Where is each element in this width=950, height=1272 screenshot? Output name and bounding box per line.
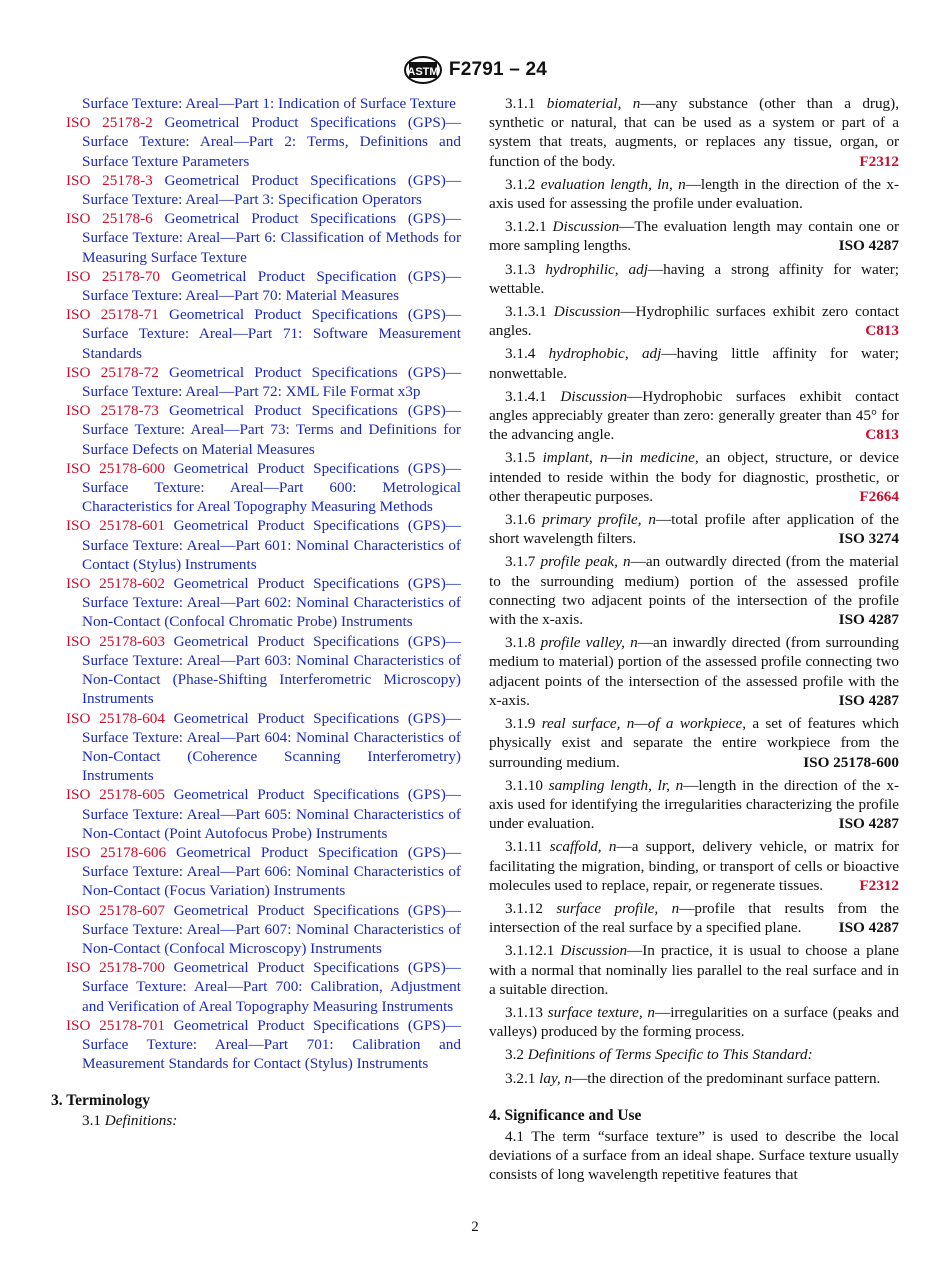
reference-title[interactable]: Geometrical Product Specifications (GPS)—Surface Texture: Areal—Part 601: Nominal Characteristics of Contact (Stylus) Instruments <box>82 517 461 573</box>
reference-item <box>66 363 461 401</box>
definition-text: —The evaluation length may contain one or more sampling lengths. <box>489 218 899 255</box>
definition-source: ISO 4287 <box>838 815 899 833</box>
reference-title[interactable]: Geometrical Product Specifications (GPS)—Surface Texture: Areal—Part 72: XML File Format x3p <box>82 363 462 401</box>
definition-item <box>489 552 899 629</box>
definition-text: —length in the direction of the x-axis used for identifying the irregularities characterizing the profile under evaluation. <box>489 776 899 833</box>
definition-number: 3.1.3.1 <box>505 303 547 321</box>
reference-list <box>66 94 461 1073</box>
astm-logo-icon <box>403 55 443 85</box>
definition-source[interactable]: C813 <box>865 426 899 444</box>
definitions-list <box>489 94 899 1088</box>
reference-title[interactable]: Geometrical Product Specifications (GPS)—Surface Texture: Areal—Part 700: Calibration, Adjustment and Verification of Areal Topography Measuring Instruments <box>82 959 461 1015</box>
reference-code[interactable]: ISO 25178-603 <box>66 632 165 650</box>
significance-paragraph: 4.1 The term “surface texture” is used to describe the local deviations of a surface from an ideal shape. Surface texture usually consists of long wavelength repetitive features that <box>489 1127 899 1184</box>
definition-term: profile peak, n <box>540 553 631 571</box>
definition-number: 3.1.2.1 <box>505 218 547 236</box>
definition-term: scaffold, n <box>549 838 617 856</box>
reference-item <box>66 958 461 1016</box>
definition-number: 3.1.4.1 <box>505 387 547 405</box>
definition-text: —an outwardly directed (from the material to the surrounding medium) portion of the assessed profile connecting two adjacent points of the intersection of the profile with the x-axis. <box>489 553 900 629</box>
definition-item <box>489 94 899 171</box>
definition-source[interactable]: F2312 <box>859 152 899 170</box>
definition-term: profile valley, n <box>540 634 638 652</box>
definition-number: 3.1.5 <box>505 449 536 467</box>
definition-source[interactable]: F2664 <box>859 487 899 505</box>
left-column <box>51 94 462 1130</box>
reference-code[interactable]: ISO 25178-604 <box>66 709 165 727</box>
definition-item <box>489 776 899 834</box>
reference-code[interactable]: ISO 25178-6 <box>66 210 153 228</box>
reference-title[interactable]: Geometrical Product Specifications (GPS)—Surface Texture: Areal—Part 3: Specification Operators <box>82 171 462 209</box>
reference-item <box>66 516 461 574</box>
definition-number: 3.1.1 <box>505 95 536 112</box>
definition-text: —total profile after application of the short wavelength filters. <box>489 511 899 548</box>
definition-term: sampling length, lr, n <box>548 776 684 794</box>
definition-text: , an object, structure, or device intended to reside within the body for diagnostic, prosthetic, or other therapeutic purposes. <box>489 449 900 505</box>
definition-text: —Hydrophobic surfaces exhibit contact angles appreciably greater than zero: generally greater than 45° for the advancing angle. <box>489 387 899 444</box>
reference-code[interactable]: ISO 25178-701 <box>66 1016 165 1034</box>
definition-term: surface profile, n <box>556 899 680 917</box>
reference-title[interactable]: Geometrical Product Specifications (GPS)—Surface Texture: Areal—Part 605: Nominal Characteristics of Non-Contact (Point Autofocus Probe) Instruments <box>82 786 461 842</box>
definition-item <box>489 387 899 445</box>
definition-number: 3.1.8 <box>505 634 536 652</box>
definition-text: —length in the direction of the x-axis used for assessing the profile under evaluation. <box>489 175 899 213</box>
definition-source: ISO 4287 <box>838 611 899 629</box>
definition-item <box>489 448 899 506</box>
definition-item <box>489 302 899 340</box>
definition-number: 3.1.12.1 <box>505 942 555 960</box>
reference-code[interactable]: ISO 25178-73 <box>66 402 159 420</box>
definitions-subheading-number: 3.1 <box>82 1111 101 1129</box>
definition-source: ISO 4287 <box>838 691 899 709</box>
reference-item <box>66 171 461 209</box>
definition-text: , a set of features which physically exist and separate the entire workpiece from the surrounding medium. <box>489 715 899 771</box>
definitions-subheading-title: Definitions: <box>104 1111 178 1129</box>
definitions-subheading <box>66 1111 461 1130</box>
reference-code[interactable]: ISO 25178-70 <box>66 267 161 285</box>
reference-code[interactable]: ISO 25178-607 <box>66 901 165 919</box>
definition-text: —irregularities on a surface (peaks and valleys) produced by the forming process. <box>489 1003 900 1041</box>
definition-number: 3.1.13 <box>505 1003 543 1021</box>
definition-number: 3.1.6 <box>505 511 536 529</box>
definition-term: Definitions of Terms Specific to This Standard: <box>527 1046 813 1064</box>
definition-term: hydrophilic, adj <box>545 260 648 278</box>
reference-title[interactable]: Geometrical Product Specifications (GPS)—Surface Texture: Areal—Part 603: Nominal Characteristics of Non-Contact (Phase-Shifting Interferometric Microscopy) Instruments <box>82 632 461 708</box>
definition-text: —having a strong affinity for water; wettable. <box>489 260 899 297</box>
reference-item <box>66 709 461 786</box>
reference-code[interactable]: ISO 25178-71 <box>66 306 159 324</box>
reference-title[interactable]: Geometrical Product Specifications (GPS)—Surface Texture: Areal—Part 6: Classification of Methods for Measuring Surface Texture <box>82 210 462 266</box>
reference-code[interactable]: ISO 25178-2 <box>66 114 153 132</box>
definition-item <box>489 1069 899 1088</box>
significance-heading: 4. Significance and Use <box>489 1106 642 1124</box>
reference-title[interactable]: Geometrical Product Specifications (GPS)—Surface Texture: Areal—Part 2: Terms, Definitions and Surface Texture Parameters <box>82 114 462 170</box>
reference-title[interactable]: Geometrical Product Specifications (GPS)—Surface Texture: Areal—Part 604: Nominal Characteristics of Non-Contact (Coherence Scanning Interferometry) Instruments <box>82 709 461 785</box>
reference-code[interactable]: ISO 25178-600 <box>66 459 165 477</box>
definition-number: 3.1.4 <box>505 345 536 363</box>
reference-title[interactable]: Geometrical Product Specification (GPS)—Surface Texture: Areal—Part 70: Material Measures <box>82 267 461 305</box>
definition-term: Discussion <box>552 218 620 236</box>
definition-item <box>489 175 899 213</box>
reference-code[interactable]: ISO 25178-72 <box>66 363 159 381</box>
reference-title[interactable]: Geometrical Product Specifications (GPS)—Surface Texture: Areal—Part 701: Calibration and Measurement Standards for Contact (Stylus) Instruments <box>82 1016 461 1073</box>
reference-item <box>66 459 461 517</box>
definition-item <box>489 217 899 255</box>
reference-code[interactable]: ISO 25178-601 <box>66 517 165 535</box>
definition-term: real surface, n—of a workpiece <box>541 715 743 733</box>
reference-title[interactable]: Geometrical Product Specifications (GPS)—Surface Texture: Areal—Part 607: Nominal Characteristics of Non-Contact (Confocal Microscopy) Instruments <box>82 901 461 957</box>
definition-term: Discussion <box>553 303 621 321</box>
document-id: F2791 – 24 <box>448 59 548 80</box>
definition-term: Discussion <box>560 942 628 960</box>
definition-item <box>489 837 899 895</box>
definition-term: implant, n—in medicine <box>542 449 695 467</box>
reference-code[interactable]: ISO 25178-700 <box>66 959 165 977</box>
reference-title[interactable]: Geometrical Product Specification (GPS)—Surface Texture: Areal—Part 606: Nominal Characteristics of Non-Contact (Focus Variation) Instruments <box>82 843 462 900</box>
reference-item <box>66 305 461 363</box>
definition-text: —having little affinity for water; nonwettable. <box>489 345 899 382</box>
definition-text: —a support, delivery vehicle, or matrix for facilitating the migration, binding, or transport of cells or bioactive molecules used to replace, repair, or regenerate tissues. <box>489 838 900 894</box>
definition-item <box>489 510 899 548</box>
reference-title[interactable]: Geometrical Product Specifications (GPS)—Surface Texture: Areal—Part 600: Metrological Characteristics for Areal Topography Measuring Methods <box>82 459 461 516</box>
definition-number: 3.1.12 <box>505 899 543 917</box>
definition-number: 3.1.3 <box>505 260 536 278</box>
definition-number: 3.1.11 <box>505 838 543 856</box>
definition-term: primary profile, n <box>542 511 656 529</box>
reference-item <box>66 574 461 632</box>
definition-number: 3.1.10 <box>505 776 543 794</box>
definition-source: ISO 4287 <box>838 237 899 255</box>
definition-item <box>489 344 899 382</box>
definition-source: ISO 25178-600 <box>803 753 899 771</box>
definition-text: —In practice, it is usual to choose a plane with a normal that nominally lies parallel to the real surface and in a suitable direction. <box>489 942 900 998</box>
definition-term: hydrophobic, adj <box>548 345 662 363</box>
definition-item <box>489 1003 899 1041</box>
terminology-heading: 3. Terminology <box>51 1092 151 1110</box>
reference-item <box>66 267 461 305</box>
reference-item <box>66 1016 461 1074</box>
definition-term: lay, n <box>539 1069 573 1087</box>
reference-code[interactable]: ISO 25178-605 <box>66 786 165 804</box>
reference-title[interactable]: Geometrical Product Specifications (GPS)—Surface Texture: Areal—Part 73: Terms and Definitions for Surface Defects on Material Measures <box>82 402 462 458</box>
definition-number: 3.1.2 <box>505 175 536 193</box>
definition-text: —any substance (other than a drug), synthetic or natural, that can be used as a system or part of a system that treats, augments, or replaces any tissue, organ, or function of the body. <box>489 95 900 170</box>
reference-item <box>66 785 461 843</box>
definition-term: evaluation length, ln, n <box>540 175 686 193</box>
definition-number: 3.2 <box>505 1046 524 1064</box>
reference-title[interactable]: Geometrical Product Specifications (GPS)—Surface Texture: Areal—Part 71: Software Measurement Standards <box>82 306 462 362</box>
definition-term: Discussion <box>560 387 628 405</box>
reference-code[interactable]: ISO 25178-606 <box>66 843 167 861</box>
definition-item <box>489 899 899 937</box>
definition-item <box>489 1045 899 1064</box>
definition-source: ISO 4287 <box>838 919 899 937</box>
definition-number: 3.1.7 <box>505 553 536 571</box>
reference-item <box>66 401 461 459</box>
reference-title[interactable]: Surface Texture: Areal—Part 1: Indication of Surface Texture <box>82 95 456 112</box>
definition-item <box>489 633 899 710</box>
definition-number: 3.2.1 <box>505 1069 536 1087</box>
definition-term: surface texture, n <box>547 1003 656 1021</box>
reference-item <box>66 843 461 901</box>
reference-item <box>66 209 461 267</box>
definition-item <box>489 714 899 772</box>
definition-text: —profile that results from the intersection of the real surface by a specified plane. <box>489 899 899 937</box>
reference-item <box>66 113 461 171</box>
definition-item <box>489 941 899 999</box>
page-header <box>0 56 950 84</box>
reference-item <box>66 901 461 959</box>
reference-title[interactable]: Geometrical Product Specifications (GPS)—Surface Texture: Areal—Part 602: Nominal Characteristics of Non-Contact (Confocal Chromatic Probe) Instruments <box>82 575 461 631</box>
definition-text: —the direction of the predominant surface pattern. <box>572 1069 881 1087</box>
reference-code[interactable]: ISO 25178-3 <box>66 171 153 189</box>
definition-source[interactable]: C813 <box>865 322 899 340</box>
definition-item <box>489 260 899 298</box>
definition-term: biomaterial, n <box>546 95 641 112</box>
reference-item <box>66 94 461 113</box>
reference-code[interactable]: ISO 25178-602 <box>66 575 165 593</box>
reference-item <box>66 632 461 709</box>
definition-number: 3.1.9 <box>505 715 536 733</box>
definition-source[interactable]: F2312 <box>859 876 899 894</box>
definition-text: —an inwardly directed (from surrounding medium to material) portion of the assessed profile connecting two adjacent points of the intersection of the assessed profile with the x-axis. <box>489 634 900 709</box>
right-column <box>489 94 899 1189</box>
page-number: 2 <box>471 1219 479 1235</box>
definition-source: ISO 3274 <box>838 530 899 548</box>
definition-text: —Hydrophilic surfaces exhibit zero contact angles. <box>489 303 900 340</box>
svg-text:ASTM: ASTM <box>407 66 439 78</box>
